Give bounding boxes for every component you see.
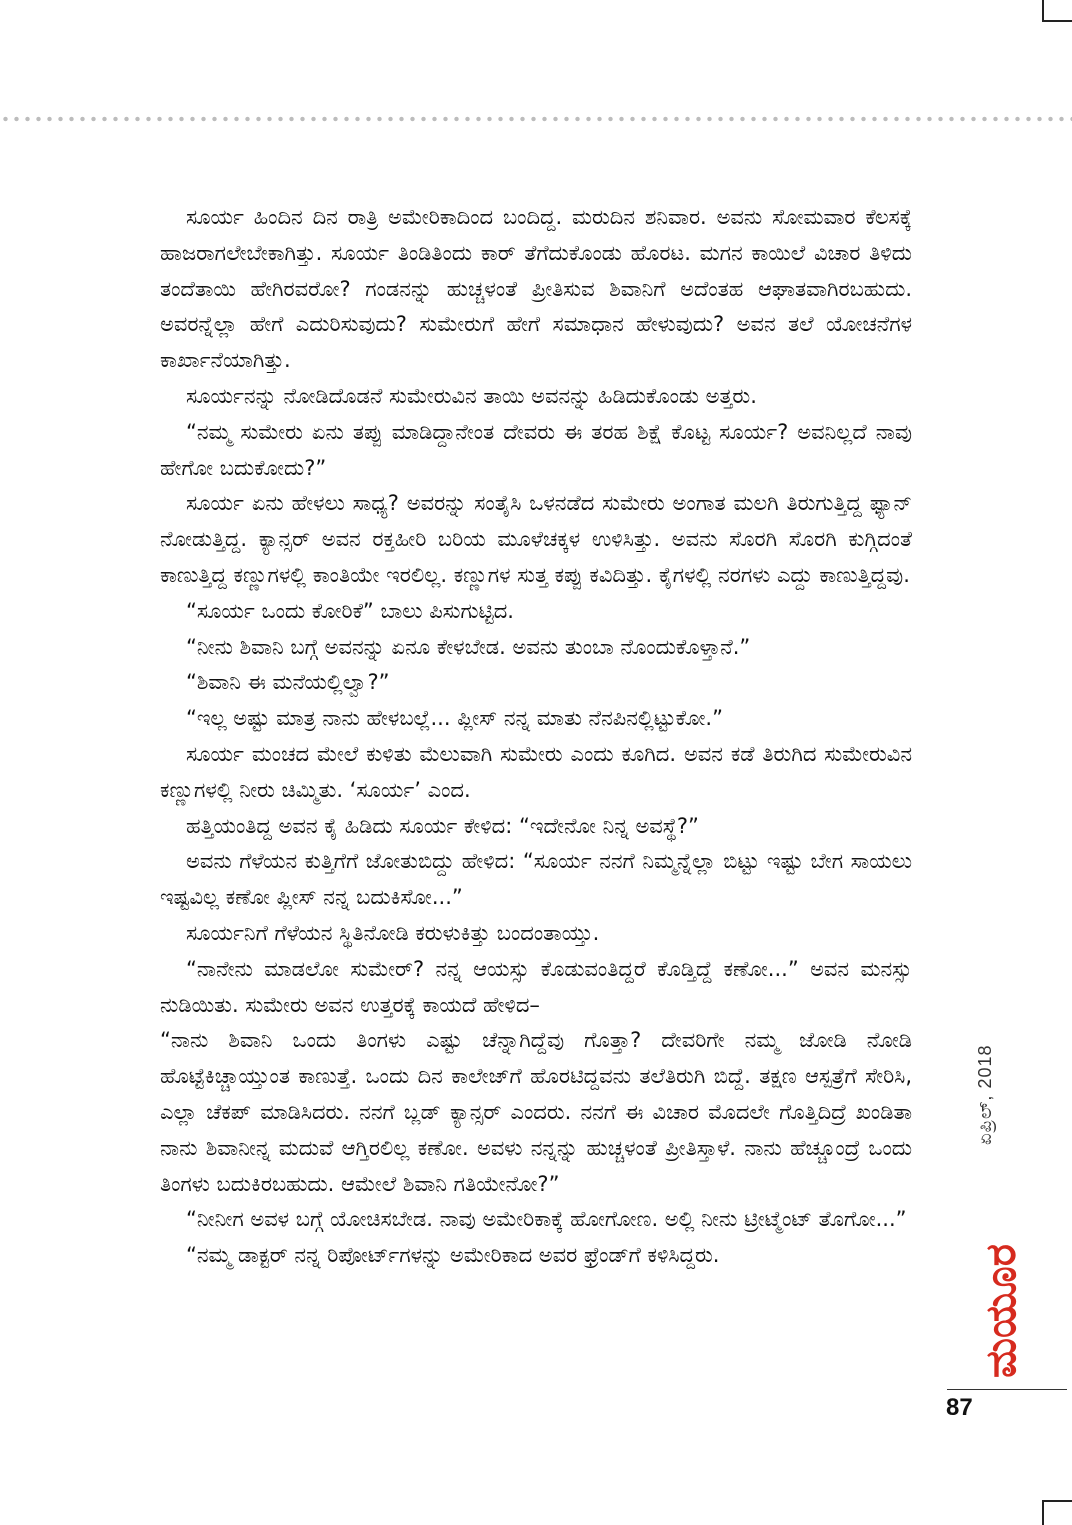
dotted-header-rule bbox=[0, 116, 1072, 122]
sidebar-meta bbox=[940, 1000, 1025, 1380]
page-number-rule bbox=[947, 1389, 1067, 1390]
article-paragraph: ಹತ್ತಿಯಂತಿದ್ದ ಅವನ ಕೈ ಹಿಡಿದು ಸೂರ್ಯ ಕೇಳಿದ: “ಇದೇನೋ ನಿನ್ನ ಅವಸ್ಥೆ?” bbox=[186, 813, 699, 838]
article-paragraph: “ನಮ್ಮ ಸುಮೇರು ಏನು ತಪ್ಪು ಮಾಡಿದ್ದಾನೇಂತ ದೇವರು ಈ ತರಹ ಶಿಕ್ಷೆ ಕೊಟ್ಟ ಸೂರ್ಯ? ಅವನಿಲ್ಲದೆ ನಾವು ಹೇಗೋ ಬದುಕೋದು?” bbox=[160, 419, 912, 480]
article-paragraph: ಸೂರ್ಯನನ್ನು ನೋಡಿದೊಡನೆ ಸುಮೇರುವಿನ ತಾಯಿ ಅವನನ್ನು ಹಿಡಿದುಕೊಂಡು ಅತ್ತರು. bbox=[186, 383, 757, 408]
article-paragraph: “ನೀನು ಶಿವಾನಿ ಬಗ್ಗೆ ಅವನನ್ನು ಏನೂ ಕೇಳಬೇಡ. ಅವನು ತುಂಬಾ ನೊಂದುಕೊಳ್ತಾನೆ.” bbox=[186, 634, 751, 659]
article-paragraph: “ನಮ್ಮ ಡಾಕ್ಟರ್ ನನ್ನ ರಿಪೋರ್ಟ್‌ಗಳನ್ನು ಅಮೇರಿಕಾದ ಅವರ ಫ್ರೆಂಡ್‌ಗೆ ಕಳಿಸಿದ್ದರು. bbox=[186, 1243, 720, 1268]
page-number: 87 bbox=[946, 1394, 973, 1421]
crop-mark-bottom bbox=[1042, 1500, 1072, 1525]
article-body bbox=[160, 200, 912, 1274]
article-paragraph: “ಸೂರ್ಯ ಒಂದು ಕೋರಿಕೆ” ಬಾಲು ಪಿಸುಗುಟ್ಟಿದ. bbox=[186, 598, 514, 623]
crop-mark-top bbox=[1042, 0, 1072, 22]
article-paragraph: ಅವನು ಗೆಳೆಯನ ಕುತ್ತಿಗೆಗೆ ಜೋತುಬಿದ್ದು ಹೇಳಿದ: “ಸೂರ್ಯ ನನಗೆ ನಿಮ್ಮನ್ನೆಲ್ಲಾ ಬಿಟ್ಟು ಇಷ್ಟು ಬೇಗ ಸಾಯಲು ಇಷ್ಟವಿಲ್ಲ ಕಣೋ ಪ್ಲೀಸ್ ನನ್ನ ಬದುಕಿಸೋ...” bbox=[160, 849, 912, 910]
issue-date: ಏಪ್ರಿಲ್, 2018 bbox=[975, 1044, 995, 1145]
article-paragraph: ಸೂರ್ಯ ಮಂಚದ ಮೇಲೆ ಕುಳಿತು ಮೆಲುವಾಗಿ ಸುಮೇರು ಎಂದು ಕೂಗಿದ. ಅವನ ಕಡೆ ತಿರುಗಿದ ಸುಮೇರುವಿನ ಕಣ್ಣುಗಳಲ್ಲಿ ನೀರು ಚಿಮ್ಮಿತು. ‘ಸೂರ್ಯ’ ಎಂದ. bbox=[160, 741, 912, 802]
article-paragraph: ಸೂರ್ಯ ಏನು ಹೇಳಲು ಸಾಧ್ಯ? ಅವರನ್ನು ಸಂತೈಸಿ ಒಳನಡೆದ ಸುಮೇರು ಅಂಗಾತ ಮಲಗಿ ತಿರುಗುತ್ತಿದ್ದ ಫ್ಯಾನ್ ನೋಡುತ್ತಿದ್ದ. ಕ್ಯಾನ್ಸರ್ ಅವನ ರಕ್ತಹೀರಿ ಬರಿಯ ಮೂಳೆಚಕ್ಕಳ ಉಳಿಸಿತ್ತು. ಅವನು ಸೊರಗಿ ಸೊರಗಿ ಕುಗ್ಗಿದಂತೆ ಕಾಣುತ್ತಿದ್ದ ಕಣ್ಣುಗಳಲ್ಲಿ ಕಾಂತಿಯೇ ಇರಲಿಲ್ಲ. ಕಣ್ಣುಗಳ ಸುತ್ತ ಕಪ್ಪು ಕವಿದಿತ್ತು. ಕೈಗಳಲ್ಲಿ ನರಗಳು ಎದ್ದು ಕಾಣುತ್ತಿದ್ದವು. bbox=[160, 491, 912, 587]
magazine-logo: ಮಯೂರ bbox=[976, 1244, 1025, 1378]
article-paragraph: “ನೀನೀಗ ಅವಳ ಬಗ್ಗೆ ಯೋಚಿಸಬೇಡ. ನಾವು ಅಮೇರಿಕಾಕ್ಕೆ ಹೋಗೋಣ. ಅಲ್ಲಿ ನೀನು ಟ್ರೀಟ್ಮೆಂಟ್ ತೊಗೋ...” bbox=[186, 1207, 907, 1232]
article-paragraph: ಸೂರ್ಯ ಹಿಂದಿನ ದಿನ ರಾತ್ರಿ ಅಮೇರಿಕಾದಿಂದ ಬಂದಿದ್ದ. ಮರುದಿನ ಶನಿವಾರ. ಅವನು ಸೋಮವಾರ ಕೆಲಸಕ್ಕೆ ಹಾಜರಾಗಲೇಬೇಕಾಗಿತ್ತು. ಸೂರ್ಯ ತಿಂಡಿತಿಂದು ಕಾರ್ ತೆಗೆದುಕೊಂಡು ಹೊರಟ. ಮಗನ ಕಾಯಿಲೆ ವಿಚಾರ ತಿಳಿದು ತಂದೆತಾಯಿ ಹೇಗಿರವರೋ? ಗಂಡನನ್ನು ಹುಚ್ಚಳಂತೆ ಪ್ರೀತಿಸುವ ಶಿವಾನಿಗೆ ಅದೆಂತಹ ಆಘಾತವಾಗಿರಬಹುದು. ಅವರನ್ನೆಲ್ಲಾ ಹೇಗೆ ಎದುರಿಸುವುದು? ಸುಮೇರುಗೆ ಹೇಗೆ ಸಮಾಧಾನ ಹೇಳುವುದು? ಅವನ ತಲೆ ಯೋಚನೆಗಳ ಕಾರ್ಖಾನೆಯಾಗಿತ್ತು. bbox=[160, 205, 912, 373]
article-paragraph: “ನಾನೇನು ಮಾಡಲೋ ಸುಮೇರ್? ನನ್ನ ಆಯಸ್ಸು ಕೊಡುವಂತಿದ್ದರೆ ಕೊಡ್ತಿದ್ದೆ ಕಣೋ...” ಅವನ ಮನಸ್ಸು ನುಡಿಯಿತು. ಸುಮೇರು ಅವನ ಉತ್ತರಕ್ಕೆ ಕಾಯದೆ ಹೇಳಿದ– bbox=[160, 956, 912, 1017]
article-paragraph: “ನಾನು ಶಿವಾನಿ ಒಂದು ತಿಂಗಳು ಎಷ್ಟು ಚೆನ್ನಾಗಿದ್ದೆವು ಗೊತ್ತಾ? ದೇವರಿಗೇ ನಮ್ಮ ಜೋಡಿ ನೋಡಿ ಹೊಟ್ಟೆಕಿಚ್ಚಾಯ್ತುಂತ ಕಾಣುತ್ತೆ. ಒಂದು ದಿನ ಕಾಲೇಜ್‌ಗೆ ಹೊರಟಿದ್ದವನು ತಲೆತಿರುಗಿ ಬಿದ್ದೆ. ತಕ್ಷಣ ಆಸ್ಪತ್ರೆಗೆ ಸೇರಿಸಿ, ಎಲ್ಲಾ ಚೆಕಪ್ ಮಾಡಿಸಿದರು. ನನಗೆ ಬ್ಲಡ್ ಕ್ಯಾನ್ಸರ್ ಎಂದರು. ನನಗೆ ಈ ವಿಚಾರ ಮೊದಲೇ ಗೊತ್ತಿದಿದ್ರೆ ಖಂಡಿತಾ ನಾನು ಶಿವಾನೀನ್ನ ಮದುವೆ ಆಗ್ತಿರಲಿಲ್ಲ ಕಣೋ. ಅವಳು ನನ್ನನ್ನು ಹುಚ್ಚಳಂತೆ ಪ್ರೀತಿಸ್ತಾಳೆ. ನಾನು ಹೆಚ್ಚೂಂದ್ರೆ ಒಂದು ತಿಂಗಳು ಬದುಕಿರಬಹುದು. ಆಮೇಲೆ ಶಿವಾನಿ ಗತಿಯೇನೋ?” bbox=[160, 1028, 912, 1196]
article-paragraph: “ಶಿವಾನಿ ಈ ಮನೆಯಲ್ಲಿಲ್ವಾ?” bbox=[186, 670, 390, 695]
article-paragraph: “ಇಲ್ಲ ಅಷ್ಟು ಮಾತ್ರ ನಾನು ಹೇಳಬಲ್ಲೆ... ಪ್ಲೀಸ್ ನನ್ನ ಮಾತು ನೆನಪಿನಲ್ಲಿಟ್ಟುಕೋ.” bbox=[186, 706, 723, 731]
article-paragraph: ಸೂರ್ಯನಿಗೆ ಗೆಳೆಯನ ಸ್ಥಿತಿನೋಡಿ ಕರುಳುಕಿತ್ತು ಬಂದಂತಾಯ್ತು. bbox=[186, 920, 600, 945]
